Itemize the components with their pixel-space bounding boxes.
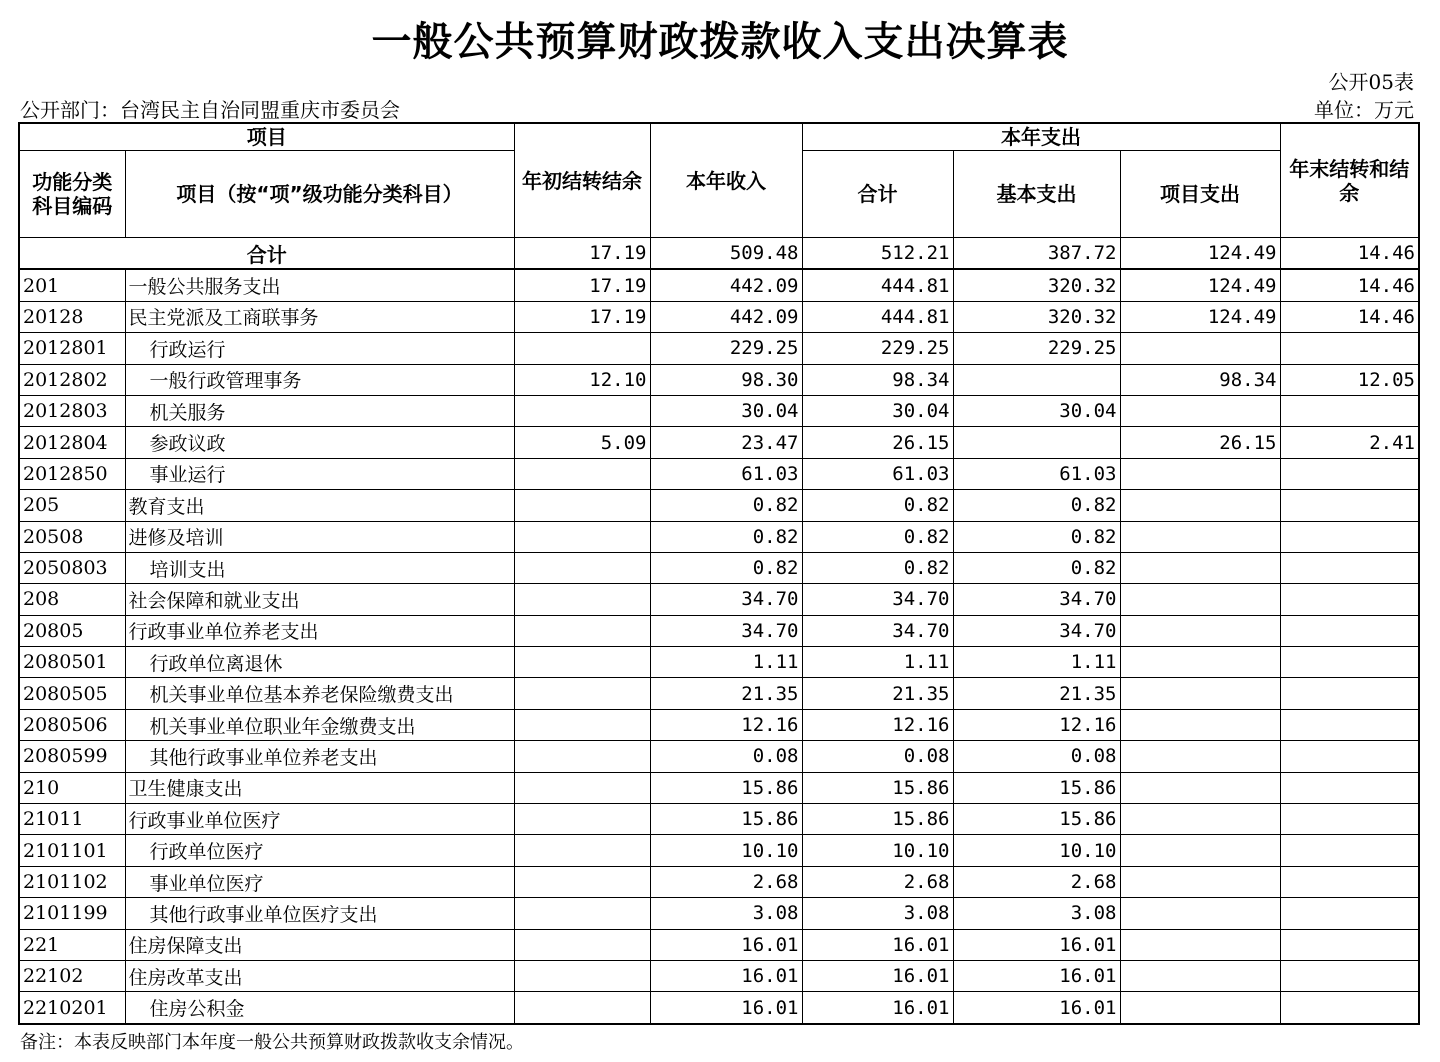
row-project (1120, 741, 1280, 772)
row-code: 210 (19, 772, 125, 803)
row-name: 民主党派及工商联事务 (125, 301, 514, 332)
row-total: 30.04 (802, 395, 953, 426)
table-row (19, 364, 1419, 395)
table-row (19, 772, 1419, 803)
row-end-balance: 2.41 (1280, 427, 1419, 458)
table-row (19, 678, 1419, 709)
row-basic: 16.01 (953, 992, 1120, 1024)
row-income: 34.70 (650, 615, 802, 646)
row-basic: 0.82 (953, 490, 1120, 521)
row-total: 0.82 (802, 490, 953, 521)
row-name: 机关服务 (125, 395, 514, 426)
row-basic: 320.32 (953, 301, 1120, 332)
row-income: 21.35 (650, 678, 802, 709)
row-begin-balance (514, 490, 650, 521)
row-total: 444.81 (802, 301, 953, 332)
row-total: 0.82 (802, 521, 953, 552)
row-income: 23.47 (650, 427, 802, 458)
row-total: 229.25 (802, 333, 953, 364)
row-code: 2210201 (19, 992, 125, 1024)
row-income: 30.04 (650, 395, 802, 426)
table-row (19, 395, 1419, 426)
row-begin-balance (514, 395, 650, 426)
row-project (1120, 490, 1280, 521)
table-row (19, 992, 1419, 1024)
row-begin-balance: 17.19 (514, 269, 650, 301)
row-code: 20508 (19, 521, 125, 552)
row-project (1120, 960, 1280, 991)
row-end-balance: 14.46 (1280, 301, 1419, 332)
total-project: 124.49 (1120, 238, 1280, 270)
row-project: 98.34 (1120, 364, 1280, 395)
row-income: 0.08 (650, 741, 802, 772)
table-row (19, 709, 1419, 740)
total-total: 512.21 (802, 238, 953, 270)
row-basic: 12.16 (953, 709, 1120, 740)
row-end-balance (1280, 709, 1419, 740)
row-name: 住房保障支出 (125, 929, 514, 960)
row-name: 行政单位医疗 (125, 835, 514, 866)
table-row (19, 741, 1419, 772)
row-basic: 3.08 (953, 898, 1120, 929)
row-end-balance (1280, 552, 1419, 583)
row-begin-balance (514, 521, 650, 552)
row-total: 1.11 (802, 647, 953, 678)
row-basic (953, 364, 1120, 395)
row-code: 2101199 (19, 898, 125, 929)
row-name: 卫生健康支出 (125, 772, 514, 803)
row-income: 10.10 (650, 835, 802, 866)
row-end-balance (1280, 866, 1419, 897)
row-basic: 30.04 (953, 395, 1120, 426)
row-name: 机关事业单位职业年金缴费支出 (125, 709, 514, 740)
row-code: 2012804 (19, 427, 125, 458)
row-total: 12.16 (802, 709, 953, 740)
row-total: 2.68 (802, 866, 953, 897)
row-code: 2101101 (19, 835, 125, 866)
row-code: 22102 (19, 960, 125, 991)
row-code: 2050803 (19, 552, 125, 583)
form-number: 公开05表 (1328, 70, 1414, 94)
row-basic: 1.11 (953, 647, 1120, 678)
row-project (1120, 772, 1280, 803)
table-row (19, 898, 1419, 929)
table-row (19, 804, 1419, 835)
row-income: 1.11 (650, 647, 802, 678)
row-end-balance: 12.05 (1280, 364, 1419, 395)
row-income: 442.09 (650, 269, 802, 301)
row-income: 442.09 (650, 301, 802, 332)
header-income: 本年收入 (650, 123, 802, 238)
row-end-balance (1280, 741, 1419, 772)
row-total: 34.70 (802, 584, 953, 615)
row-name: 住房改革支出 (125, 960, 514, 991)
row-basic: 2.68 (953, 866, 1120, 897)
row-end-balance (1280, 960, 1419, 991)
row-project (1120, 584, 1280, 615)
row-code: 20805 (19, 615, 125, 646)
row-begin-balance (514, 678, 650, 709)
row-basic: 0.82 (953, 552, 1120, 583)
header-begin-balance: 年初结转结余 (514, 123, 650, 238)
row-code: 208 (19, 584, 125, 615)
row-income: 0.82 (650, 521, 802, 552)
header-expense-group: 本年支出 (802, 123, 1280, 151)
row-basic: 10.10 (953, 835, 1120, 866)
row-begin-balance: 12.10 (514, 364, 650, 395)
row-project (1120, 992, 1280, 1024)
row-code: 2080506 (19, 709, 125, 740)
department-label: 公开部门：台湾民主自治同盟重庆市委员会 (20, 98, 400, 122)
table-row (19, 301, 1419, 332)
row-income: 15.86 (650, 804, 802, 835)
row-end-balance (1280, 333, 1419, 364)
row-basic (953, 427, 1120, 458)
row-total: 21.35 (802, 678, 953, 709)
row-begin-balance (514, 960, 650, 991)
row-begin-balance (514, 333, 650, 364)
row-name: 进修及培训 (125, 521, 514, 552)
row-income: 15.86 (650, 772, 802, 803)
table-row (19, 521, 1419, 552)
row-end-balance (1280, 584, 1419, 615)
row-project (1120, 552, 1280, 583)
row-end-balance (1280, 395, 1419, 426)
table-row (19, 269, 1419, 301)
row-total: 16.01 (802, 929, 953, 960)
row-end-balance (1280, 772, 1419, 803)
row-end-balance (1280, 647, 1419, 678)
row-basic: 320.32 (953, 269, 1120, 301)
table-row (19, 960, 1419, 991)
header-end-balance: 年末结转和结余 (1280, 123, 1419, 238)
row-total: 16.01 (802, 960, 953, 991)
row-code: 20128 (19, 301, 125, 332)
row-project: 124.49 (1120, 301, 1280, 332)
row-basic: 16.01 (953, 929, 1120, 960)
row-income: 0.82 (650, 490, 802, 521)
total-basic: 387.72 (953, 238, 1120, 270)
row-end-balance (1280, 490, 1419, 521)
row-total: 0.82 (802, 552, 953, 583)
row-project (1120, 898, 1280, 929)
row-total: 61.03 (802, 458, 953, 489)
row-begin-balance: 17.19 (514, 301, 650, 332)
table-row (19, 835, 1419, 866)
row-total: 26.15 (802, 427, 953, 458)
row-basic: 34.70 (953, 615, 1120, 646)
row-name: 培训支出 (125, 552, 514, 583)
row-code: 2012803 (19, 395, 125, 426)
header-basic: 基本支出 (953, 151, 1120, 238)
row-name: 行政运行 (125, 333, 514, 364)
row-begin-balance (514, 992, 650, 1024)
row-name: 行政事业单位养老支出 (125, 615, 514, 646)
header-project: 项目 (19, 123, 514, 151)
row-code: 2012801 (19, 333, 125, 364)
row-begin-balance (514, 866, 650, 897)
row-basic: 0.82 (953, 521, 1120, 552)
table-row (19, 929, 1419, 960)
row-basic: 61.03 (953, 458, 1120, 489)
row-begin-balance (514, 647, 650, 678)
row-name: 机关事业单位基本养老保险缴费支出 (125, 678, 514, 709)
header-total: 合计 (802, 151, 953, 238)
header-project-expense: 项目支出 (1120, 151, 1280, 238)
row-end-balance (1280, 521, 1419, 552)
row-basic: 229.25 (953, 333, 1120, 364)
header-name: 项目（按“项”级功能分类科目） (125, 151, 514, 238)
table-body (19, 238, 1419, 1024)
row-income: 229.25 (650, 333, 802, 364)
table-row (19, 584, 1419, 615)
table-row (19, 333, 1419, 364)
row-project (1120, 458, 1280, 489)
row-project (1120, 866, 1280, 897)
row-code: 2080505 (19, 678, 125, 709)
row-end-balance: 14.46 (1280, 269, 1419, 301)
row-project (1120, 521, 1280, 552)
total-end: 14.46 (1280, 238, 1419, 270)
row-total: 444.81 (802, 269, 953, 301)
row-begin-balance (514, 804, 650, 835)
row-total: 98.34 (802, 364, 953, 395)
page-title: 一般公共预算财政拨款收入支出决算表 (371, 19, 1069, 65)
row-total: 16.01 (802, 992, 953, 1024)
table-row (19, 615, 1419, 646)
row-name: 一般公共服务支出 (125, 269, 514, 301)
row-end-balance (1280, 678, 1419, 709)
row-project: 26.15 (1120, 427, 1280, 458)
row-project (1120, 678, 1280, 709)
row-name: 参政议政 (125, 427, 514, 458)
row-end-balance (1280, 804, 1419, 835)
row-total: 15.86 (802, 804, 953, 835)
row-total: 0.08 (802, 741, 953, 772)
row-income: 0.82 (650, 552, 802, 583)
row-total: 3.08 (802, 898, 953, 929)
row-project (1120, 395, 1280, 426)
row-end-balance (1280, 835, 1419, 866)
budget-table (18, 122, 1420, 1025)
row-begin-balance: 5.09 (514, 427, 650, 458)
row-name: 其他行政事业单位养老支出 (125, 741, 514, 772)
row-begin-balance (514, 552, 650, 583)
row-code: 221 (19, 929, 125, 960)
table-row (19, 647, 1419, 678)
table-row (19, 866, 1419, 897)
row-project (1120, 835, 1280, 866)
row-end-balance (1280, 929, 1419, 960)
row-code: 2012802 (19, 364, 125, 395)
row-basic: 21.35 (953, 678, 1120, 709)
total-income: 509.48 (650, 238, 802, 270)
row-end-balance (1280, 458, 1419, 489)
row-total: 10.10 (802, 835, 953, 866)
row-begin-balance (514, 898, 650, 929)
row-income: 3.08 (650, 898, 802, 929)
row-project (1120, 709, 1280, 740)
row-begin-balance (514, 741, 650, 772)
total-begin: 17.19 (514, 238, 650, 270)
row-income: 61.03 (650, 458, 802, 489)
row-begin-balance (514, 615, 650, 646)
row-name: 事业运行 (125, 458, 514, 489)
row-income: 16.01 (650, 929, 802, 960)
row-code: 2012850 (19, 458, 125, 489)
header-code: 功能分类科目编码 (19, 151, 125, 238)
row-code: 21011 (19, 804, 125, 835)
row-income: 2.68 (650, 866, 802, 897)
row-basic: 15.86 (953, 772, 1120, 803)
row-code: 205 (19, 490, 125, 521)
row-begin-balance (514, 709, 650, 740)
row-name: 行政事业单位医疗 (125, 804, 514, 835)
total-row (19, 238, 1419, 270)
row-income: 98.30 (650, 364, 802, 395)
row-code: 2080501 (19, 647, 125, 678)
row-basic: 16.01 (953, 960, 1120, 991)
row-total: 15.86 (802, 772, 953, 803)
row-income: 16.01 (650, 992, 802, 1024)
row-begin-balance (514, 772, 650, 803)
row-project (1120, 929, 1280, 960)
row-name: 行政单位离退休 (125, 647, 514, 678)
row-basic: 34.70 (953, 584, 1120, 615)
row-end-balance (1280, 898, 1419, 929)
row-name: 住房公积金 (125, 992, 514, 1024)
row-project: 124.49 (1120, 269, 1280, 301)
row-name: 其他行政事业单位医疗支出 (125, 898, 514, 929)
total-label: 合计 (19, 238, 514, 270)
footnote: 备注：本表反映部门本年度一般公共预算财政拨款收支余情况。 (20, 1032, 524, 1053)
row-name: 教育支出 (125, 490, 514, 521)
row-begin-balance (514, 584, 650, 615)
table-row (19, 458, 1419, 489)
row-name: 社会保障和就业支出 (125, 584, 514, 615)
row-basic: 0.08 (953, 741, 1120, 772)
row-basic: 15.86 (953, 804, 1120, 835)
row-total: 34.70 (802, 615, 953, 646)
row-project (1120, 333, 1280, 364)
row-income: 12.16 (650, 709, 802, 740)
row-project (1120, 804, 1280, 835)
table-row (19, 490, 1419, 521)
row-begin-balance (514, 458, 650, 489)
table-row (19, 427, 1419, 458)
row-income: 16.01 (650, 960, 802, 991)
row-name: 事业单位医疗 (125, 866, 514, 897)
row-project (1120, 647, 1280, 678)
row-begin-balance (514, 929, 650, 960)
table-row (19, 552, 1419, 583)
row-income: 34.70 (650, 584, 802, 615)
row-code: 2080599 (19, 741, 125, 772)
row-name: 一般行政管理事务 (125, 364, 514, 395)
row-begin-balance (514, 835, 650, 866)
row-code: 2101102 (19, 866, 125, 897)
unit-label: 单位：万元 (1314, 98, 1414, 122)
row-code: 201 (19, 269, 125, 301)
row-project (1120, 615, 1280, 646)
row-end-balance (1280, 615, 1419, 646)
row-end-balance (1280, 992, 1419, 1024)
